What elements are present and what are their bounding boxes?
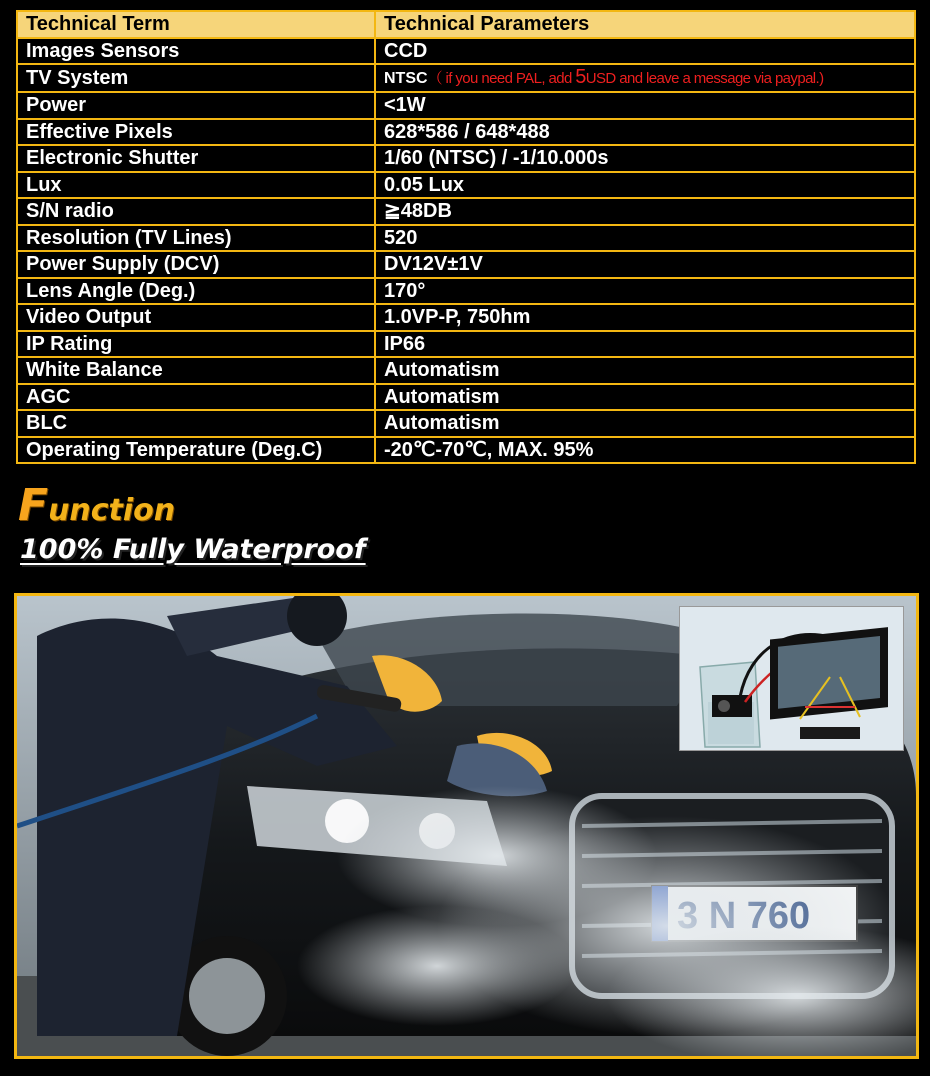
spec-value: 1/60 (NTSC) / -1/10.000s: [375, 145, 915, 172]
feature-title: 100% Fully Waterproof: [20, 534, 366, 565]
spec-term: White Balance: [17, 357, 375, 384]
table-row: [17, 331, 915, 358]
table-row: [17, 225, 915, 252]
spec-term: Video Output: [17, 304, 375, 331]
table-row: [17, 119, 915, 146]
spec-term: Power Supply (DCV): [17, 251, 375, 278]
camera-monitor-inset: [679, 606, 904, 751]
table-row: [17, 410, 915, 437]
spec-term: AGC: [17, 384, 375, 411]
table-row: [17, 278, 915, 305]
header-technical-parameters: Technical Parameters: [375, 11, 915, 38]
table-row: [17, 64, 915, 92]
spec-term: Operating Temperature (Deg.C): [17, 437, 375, 464]
spec-value: 0.05 Lux: [375, 172, 915, 199]
spec-value: Automatism: [375, 410, 915, 437]
spec-term: Electronic Shutter: [17, 145, 375, 172]
spec-term: Power: [17, 92, 375, 119]
function-heading-rest: unction: [48, 493, 176, 528]
table-row: [17, 384, 915, 411]
car-wash-photo: [14, 593, 919, 1059]
function-heading-initial: F: [18, 480, 49, 531]
function-heading: [18, 480, 175, 531]
spec-value: 170°: [375, 278, 915, 305]
spec-value: <1W: [375, 92, 915, 119]
pal-note-price: 5: [575, 66, 586, 88]
spec-value: CCD: [375, 38, 915, 65]
pal-note-open: （ if you need PAL, add: [427, 70, 576, 87]
spec-term: Images Sensors: [17, 38, 375, 65]
spec-value: -20℃-70℃, MAX. 95%: [375, 437, 915, 464]
table-row: [17, 198, 915, 225]
spec-term: BLC: [17, 410, 375, 437]
table-row: [17, 38, 915, 65]
spec-header-row: [17, 11, 915, 38]
spec-term: Effective Pixels: [17, 119, 375, 146]
spec-term: Lux: [17, 172, 375, 199]
table-row: [17, 304, 915, 331]
spec-table: [16, 10, 916, 464]
spec-value: Automatism: [375, 384, 915, 411]
spec-term: TV System: [17, 64, 375, 92]
table-row: [17, 145, 915, 172]
spec-value: [375, 64, 915, 92]
spec-value: ≧48DB: [375, 198, 915, 225]
spec-term: S/N radio: [17, 198, 375, 225]
spec-value: DV12V±1V: [375, 251, 915, 278]
table-row: [17, 251, 915, 278]
spec-term: Resolution (TV Lines): [17, 225, 375, 252]
spec-value: Automatism: [375, 357, 915, 384]
table-row: [17, 437, 915, 464]
table-row: [17, 357, 915, 384]
spec-value: 520: [375, 225, 915, 252]
pal-note-close: USD and leave a message via paypal.): [585, 70, 824, 87]
table-row: [17, 172, 915, 199]
spec-term: Lens Angle (Deg.): [17, 278, 375, 305]
header-technical-term: Technical Term: [17, 11, 375, 38]
tv-system-value: NTSC: [384, 70, 428, 87]
table-row: [17, 92, 915, 119]
spec-value: IP66: [375, 331, 915, 358]
spec-value: 628*586 / 648*488: [375, 119, 915, 146]
spec-value: 1.0VP-P, 750hm: [375, 304, 915, 331]
camera-monitor-illustration: [680, 607, 904, 751]
spec-term: IP Rating: [17, 331, 375, 358]
pal-note: [427, 66, 824, 88]
